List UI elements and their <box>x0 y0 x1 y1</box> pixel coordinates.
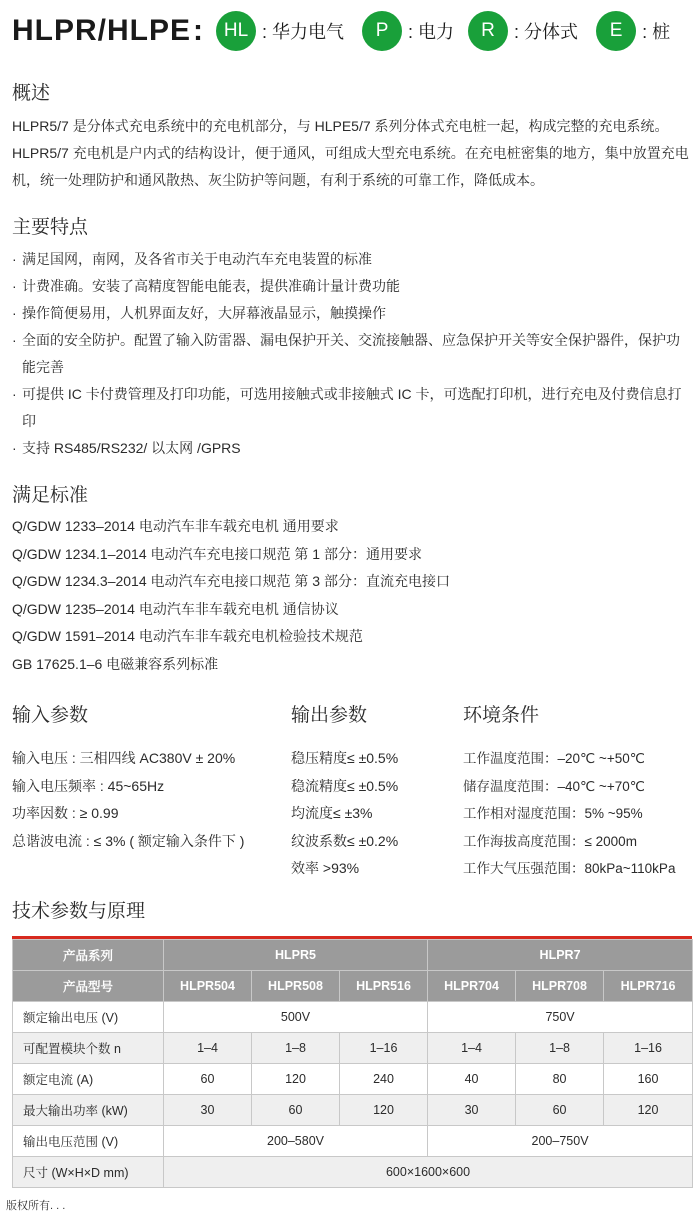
table-cell: 1–8 <box>516 1033 604 1064</box>
overview-paragraph-2: HLPR5/7 充电机是户内式的结构设计，便于通风，可组成大型充电系统。在充电桩密集的地方，集中放置充电机，统一处理防护和通风散热、灰尘防护等问题，有利于系统的可靠工作，降低成本。 <box>12 145 689 188</box>
output-param-item: 纹波系数≤ ±0.2% <box>291 832 399 849</box>
table-cell: 160 <box>604 1064 693 1095</box>
model-cell: HLPR704 <box>428 971 516 1002</box>
output-params-heading: 输出参数 <box>291 705 368 726</box>
table-row <box>13 1095 693 1126</box>
input-param-item: 功率因数 : ≥ 0.99 <box>12 805 119 821</box>
model-cell: HLPR708 <box>516 971 604 1002</box>
standards-heading: 满足标准 <box>12 485 89 506</box>
badge-p: P <box>362 11 402 51</box>
environment-item: 工作温度范围：–20℃ ~+50℃ <box>463 751 645 766</box>
table-cell: 750V <box>428 1002 693 1033</box>
table-cell: 500V <box>164 1002 428 1033</box>
input-params-list <box>12 745 244 855</box>
features-heading: 主要特点 <box>12 217 89 238</box>
overview-heading: 概述 <box>12 83 51 104</box>
table-cell: 600×1600×600 <box>164 1157 693 1188</box>
table-cell: 60 <box>516 1095 604 1126</box>
feature-item: · 支持 RS485/RS232/ 以太网 /GPRS <box>12 435 692 462</box>
legend-p: : 电力 <box>408 22 455 42</box>
table-cell: 1–4 <box>428 1033 516 1064</box>
series-hlpr5: HLPR5 <box>164 940 428 971</box>
row-label: 输出电压范围 (V) <box>13 1126 164 1157</box>
input-param-item: 总谐波电流 : ≤ 3% ( 额定输入条件下 ) <box>12 832 245 849</box>
table-cell: 60 <box>252 1095 340 1126</box>
badge-hl: HL <box>216 11 256 51</box>
input-params-heading: 输入参数 <box>12 705 89 726</box>
table-cell: 30 <box>428 1095 516 1126</box>
model-label: 产品型号 <box>13 971 164 1002</box>
input-param-item: 输入电压 : 三相四线 AC380V ± 20% <box>12 750 236 766</box>
features-list <box>12 246 692 462</box>
model-cell: HLPR516 <box>340 971 428 1002</box>
standard-item: Q/GDW 1235–2014 电动汽车非车载充电机 通信协议 <box>12 600 339 617</box>
legend-hl: : 华力电气 <box>262 22 345 42</box>
environment-list <box>463 745 675 883</box>
table-cell: 120 <box>252 1064 340 1095</box>
overview-paragraph-1: HLPR5/7 是分体式充电系统中的充电机部分，与 HLPE5/7 系列分体式充电桩一起，构成完整的充电系统。 <box>12 118 669 134</box>
standard-item: Q/GDW 1234.3–2014 电动汽车充电接口规范 第 3 部分：直流充电接口 <box>12 573 450 590</box>
legend-r: : 分体式 <box>514 22 579 42</box>
feature-item: · 可提供 IC 卡付费管理及打印功能，可选用接触式或非接触式 IC 卡，可选配打印机，进行充电及付费信息打印 <box>12 381 692 435</box>
table-row <box>13 1064 693 1095</box>
model-cell: HLPR504 <box>164 971 252 1002</box>
feature-item: · 满足国网，南网，及各省市关于电动汽车充电装置的标准 <box>12 246 692 273</box>
environment-params <box>463 700 675 883</box>
table-row <box>13 1002 693 1033</box>
table-row <box>13 1157 693 1188</box>
output-param-item: 效率 >93% <box>291 860 360 876</box>
output-param-item: 稳压精度≤ ±0.5% <box>291 750 399 766</box>
table-cell: 80 <box>516 1064 604 1095</box>
row-label: 尺寸 (W×H×D mm) <box>13 1157 164 1188</box>
feature-item: · 计费准确。安装了高精度智能电能表，提供准确计量计费功能 <box>12 273 692 300</box>
table-cell: 120 <box>604 1095 693 1126</box>
standard-item: Q/GDW 1591–2014 电动汽车非车载充电机检验技术规范 <box>12 628 363 645</box>
badge-r: R <box>468 11 508 51</box>
title-row <box>12 10 670 52</box>
feature-item: · 全面的安全防护。配置了输入防雷器、漏电保护开关、交流接触器、应急保护开关等安全保护器件，保护功能完善 <box>12 327 692 381</box>
table-cell: 200–750V <box>428 1126 693 1157</box>
table-row <box>13 1033 693 1064</box>
input-param-item: 输入电压频率 : 45~65Hz <box>12 777 165 794</box>
environment-item: 工作大气压强范围：80kPa~110kPa <box>463 861 676 876</box>
table-cell: 1–8 <box>252 1033 340 1064</box>
model-row <box>13 971 693 1002</box>
standard-item: Q/GDW 1234.1–2014 电动汽车充电接口规范 第 1 部分：通用要求 <box>12 545 422 562</box>
table-cell: 1–16 <box>604 1033 693 1064</box>
environment-item: 工作海拔高度范围：≤ 2000m <box>463 833 637 849</box>
input-params <box>12 700 244 855</box>
badge-e: E <box>596 11 636 51</box>
output-params <box>291 700 398 883</box>
output-params-list <box>291 745 398 883</box>
series-label: 产品系列 <box>13 940 164 971</box>
series-hlpr7: HLPR7 <box>428 940 693 971</box>
table-cell: 30 <box>164 1095 252 1126</box>
environment-heading: 环境条件 <box>463 705 540 726</box>
output-param-item: 稳流精度≤ ±0.5% <box>291 777 399 794</box>
title-separator: : <box>193 14 205 47</box>
environment-item: 储存温度范围：–40℃ ~+70℃ <box>463 778 645 794</box>
row-label: 最大输出功率 (kW) <box>13 1095 164 1126</box>
table-cell: 240 <box>340 1064 428 1095</box>
table-cell: 60 <box>164 1064 252 1095</box>
model-cell: HLPR508 <box>252 971 340 1002</box>
feature-item: · 操作简便易用，人机界面友好，大屏幕液晶显示，触摸操作 <box>12 300 692 327</box>
tech-table-wrap <box>12 936 692 1188</box>
table-cell: 120 <box>340 1095 428 1126</box>
environment-item: 工作相对湿度范围：5% ~95% <box>463 806 643 821</box>
table-cell: 1–16 <box>340 1033 428 1064</box>
table-cell: 200–580V <box>164 1126 428 1157</box>
table-row <box>13 1126 693 1157</box>
row-label: 额定电流 (A) <box>13 1064 164 1095</box>
standard-item: GB 17625.1–6 电磁兼容系列标准 <box>12 655 219 672</box>
tech-heading: 技术参数与原理 <box>12 901 146 922</box>
standards-list <box>12 513 450 679</box>
legend-e: : 桩 <box>642 22 671 42</box>
model-cell: HLPR716 <box>604 971 693 1002</box>
model-name: HLPR/HLPE <box>12 14 192 47</box>
row-label: 可配置模块个数 n <box>13 1033 164 1064</box>
series-row <box>13 940 693 971</box>
footer-copyright: 版权所有. . . <box>6 1200 66 1212</box>
row-label: 额定输出电压 (V) <box>13 1002 164 1033</box>
standard-item: Q/GDW 1233–2014 电动汽车非车载充电机 通用要求 <box>12 518 339 534</box>
output-param-item: 均流度≤ ±3% <box>291 805 373 821</box>
table-cell: 40 <box>428 1064 516 1095</box>
table-cell: 1–4 <box>164 1033 252 1064</box>
tech-table <box>12 939 693 1188</box>
